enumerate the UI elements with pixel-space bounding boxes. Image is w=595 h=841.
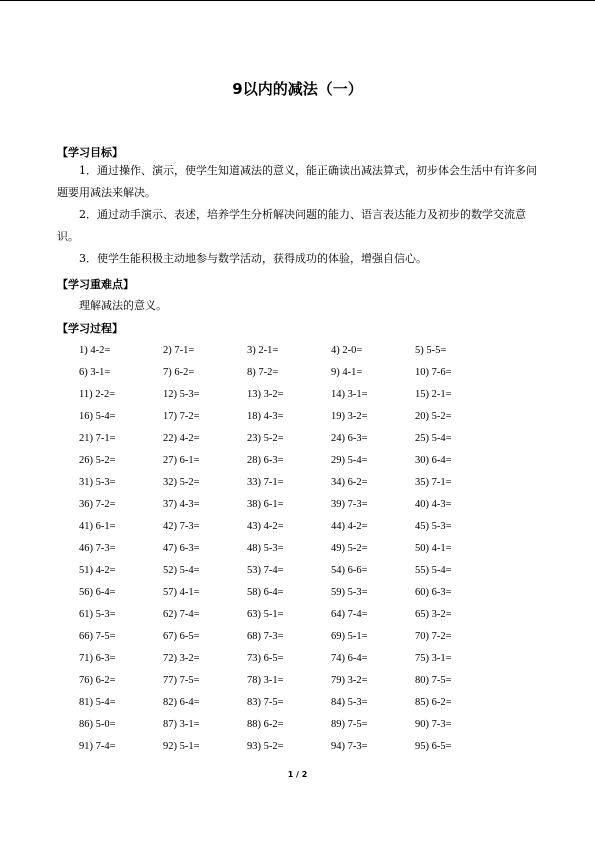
exercise-item: 21) 7-1= (79, 433, 116, 444)
exercise-item: 33) 7-1= (247, 477, 284, 488)
exercise-item: 6) 3-1= (79, 367, 111, 378)
exercise-item: 27) 6-1= (163, 455, 200, 466)
exercise-item: 94) 7-3= (331, 741, 368, 752)
exercise-item: 38) 6-1= (247, 499, 284, 510)
exercise-item: 80) 7-5= (415, 675, 452, 686)
exercise-item: 74) 6-4= (331, 653, 368, 664)
exercise-item: 72) 3-2= (163, 653, 200, 664)
exercise-item: 56) 6-4= (79, 587, 116, 598)
exercise-item: 41) 6-1= (79, 521, 116, 532)
exercise-item: 88) 6-2= (247, 719, 284, 730)
exercise-item: 43) 4-2= (247, 521, 284, 532)
exercise-item: 89) 7-5= (331, 719, 368, 730)
exercise-item: 29) 5-4= (331, 455, 368, 466)
exercise-item: 67) 6-5= (163, 631, 200, 642)
exercise-item: 95) 6-5= (415, 741, 452, 752)
exercise-item: 52) 5-4= (163, 565, 200, 576)
exercise-item: 70) 7-2= (415, 631, 452, 642)
goal-paragraph-1: 1．通过操作、演示，使学生知道减法的意义，能正确读出减法算式，初步体会生活中有许多问题要用减法来解决。 (57, 164, 537, 199)
exercise-item: 54) 6-6= (331, 565, 368, 576)
goal-paragraph-2: 2．通过动手演示、表述，培养学生分析解决问题的能力、语言表达能力及初步的数学交流意识。 (57, 208, 526, 243)
exercise-item: 47) 6-3= (163, 543, 200, 554)
exercise-item: 75) 3-1= (415, 653, 452, 664)
exercise-item: 19) 3-2= (331, 411, 368, 422)
exercise-item: 31) 5-3= (79, 477, 116, 488)
exercise-item: 85) 6-2= (415, 697, 452, 708)
exercise-item: 46) 7-3= (79, 543, 116, 554)
exercise-grid (79, 340, 519, 758)
exercise-item: 1) 4-2= (79, 345, 111, 356)
section-heading-goals: 【学习目标】 (57, 146, 123, 159)
exercise-item: 78) 3-1= (247, 675, 284, 686)
exercise-item: 9) 4-1= (331, 367, 363, 378)
exercise-item: 84) 5-3= (331, 697, 368, 708)
exercise-item: 79) 3-2= (331, 675, 368, 686)
exercise-item: 11) 2-2= (79, 389, 116, 400)
exercise-item: 37) 4-3= (163, 499, 200, 510)
exercise-item: 34) 6-2= (331, 477, 368, 488)
exercise-item: 57) 4-1= (163, 587, 200, 598)
exercise-item: 91) 7-4= (79, 741, 116, 752)
exercise-item: 55) 5-4= (415, 565, 452, 576)
exercise-item: 62) 7-4= (163, 609, 200, 620)
exercise-item: 59) 5-3= (331, 587, 368, 598)
exercise-item: 87) 3-1= (163, 719, 200, 730)
key-point-text: 理解减法的意义。 (79, 299, 167, 312)
exercise-item: 7) 6-2= (163, 367, 195, 378)
exercise-item: 66) 7-5= (79, 631, 116, 642)
exercise-item: 17) 7-2= (163, 411, 200, 422)
exercise-item: 42) 7-3= (163, 521, 200, 532)
exercise-item: 2) 7-1= (163, 345, 195, 356)
exercise-item: 25) 5-4= (415, 433, 452, 444)
page-title: 9以内的减法（一） (232, 80, 363, 98)
exercise-item: 73) 6-5= (247, 653, 284, 664)
exercise-item: 15) 2-1= (415, 389, 452, 400)
exercise-item: 48) 5-3= (247, 543, 284, 554)
section-heading-process: 【学习过程】 (57, 322, 123, 335)
exercise-item: 50) 4-1= (415, 543, 452, 554)
exercise-item: 3) 2-1= (247, 345, 279, 356)
exercise-item: 58) 6-4= (247, 587, 284, 598)
exercise-item: 81) 5-4= (79, 697, 116, 708)
exercise-item: 13) 3-2= (247, 389, 284, 400)
exercise-item: 86) 5-0= (79, 719, 116, 730)
exercise-item: 77) 7-5= (163, 675, 200, 686)
exercise-item: 90) 7-3= (415, 719, 452, 730)
exercise-item: 61) 5-3= (79, 609, 116, 620)
exercise-item: 16) 5-4= (79, 411, 116, 422)
exercise-item: 63) 5-1= (247, 609, 284, 620)
exercise-item: 8) 7-2= (247, 367, 279, 378)
page-top-border (0, 0, 595, 1)
exercise-item: 36) 7-2= (79, 499, 116, 510)
exercise-item: 92) 5-1= (163, 741, 200, 752)
exercise-item: 71) 6-3= (79, 653, 116, 664)
exercise-item: 4) 2-0= (331, 345, 363, 356)
exercise-item: 28) 6-3= (247, 455, 284, 466)
exercise-item: 60) 6-3= (415, 587, 452, 598)
exercise-item: 65) 3-2= (415, 609, 452, 620)
exercise-item: 53) 7-4= (247, 565, 284, 576)
exercise-item: 24) 6-3= (331, 433, 368, 444)
exercise-item: 20) 5-2= (415, 411, 452, 422)
exercise-item: 44) 4-2= (331, 521, 368, 532)
exercise-item: 26) 5-2= (79, 455, 116, 466)
exercise-item: 51) 4-2= (79, 565, 116, 576)
exercise-item: 39) 7-3= (331, 499, 368, 510)
exercise-item: 23) 5-2= (247, 433, 284, 444)
exercise-item: 45) 5-3= (415, 521, 452, 532)
exercise-item: 32) 5-2= (163, 477, 200, 488)
section-heading-key-points: 【学习重难点】 (57, 278, 134, 291)
page-number: 1 / 2 (287, 770, 308, 779)
exercise-item: 49) 5-2= (331, 543, 368, 554)
exercise-item: 83) 7-5= (247, 697, 284, 708)
exercise-item: 30) 6-4= (415, 455, 452, 466)
exercise-item: 10) 7-6= (415, 367, 452, 378)
exercise-item: 14) 3-1= (331, 389, 368, 400)
exercise-item: 40) 4-3= (415, 499, 452, 510)
exercise-item: 35) 7-1= (415, 477, 452, 488)
exercise-item: 22) 4-2= (163, 433, 200, 444)
exercise-item: 93) 5-2= (247, 741, 284, 752)
exercise-item: 82) 6-4= (163, 697, 200, 708)
exercise-item: 68) 7-3= (247, 631, 284, 642)
exercise-item: 76) 6-2= (79, 675, 116, 686)
exercise-item: 12) 5-3= (163, 389, 200, 400)
exercise-item: 5) 5-5= (415, 345, 447, 356)
goal-paragraph-3: 3．使学生能积极主动地参与数学活动，获得成功的体验，增强自信心。 (79, 252, 427, 265)
exercise-item: 64) 7-4= (331, 609, 368, 620)
exercise-item: 69) 5-1= (331, 631, 368, 642)
exercise-item: 18) 4-3= (247, 411, 284, 422)
